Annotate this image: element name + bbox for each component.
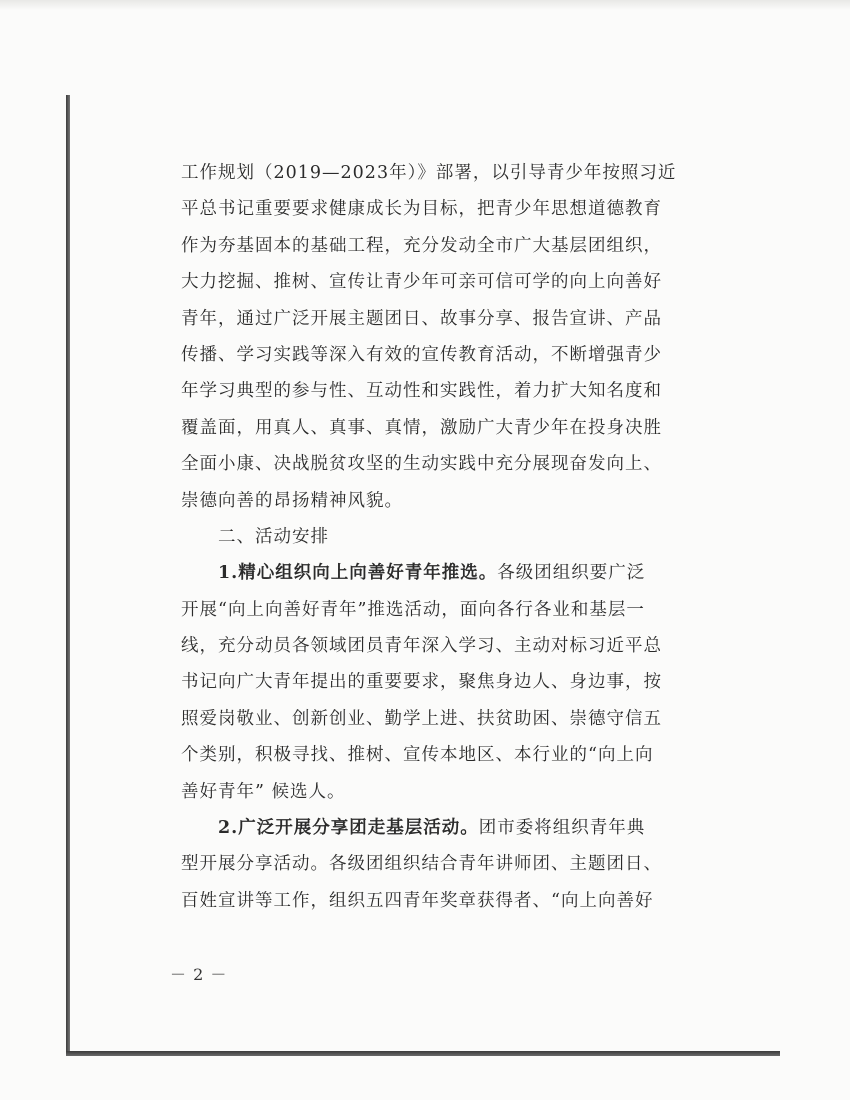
item-1-line: 个类别，积极寻找、推树、宣传本地区、本行业的“向上向 [181, 745, 654, 766]
page-number: － 2 － [170, 965, 228, 984]
item-1-first-line [181, 555, 701, 591]
body-line: 大力挖掘、推树、宣传让青少年可亲可信可学的向上向善好 [181, 272, 662, 293]
body-line: 作为夯基固本的基础工程，充分发动全市广大基层团组织， [181, 235, 662, 256]
scan-left-edge [66, 95, 70, 1055]
body-line: 崇德向善的昂扬精神风貌。 [181, 490, 403, 511]
scan-bottom-edge [66, 1051, 780, 1056]
item-1-title: 1.精心组织向上向善好青年推选。 [218, 563, 498, 584]
item-1-first-line-text: 各级团组织要广泛 [497, 563, 646, 584]
item-2-first-line [181, 810, 701, 846]
body-line: 青年，通过广泛开展主题团日、故事分享、报告宣讲、产品 [181, 308, 662, 329]
item-2-title: 2.广泛开展分享团走基层活动。 [218, 818, 479, 839]
body-line: 传播、学习实践等深入有效的宣传教育活动，不断增强青少 [181, 344, 662, 365]
body-line: 覆盖面，用真人、真事、真情，激励广大青少年在投身决胜 [181, 417, 662, 438]
item-1-line: 照爱岗敬业、创新创业、勤学上进、扶贫助困、崇德守信五 [181, 708, 662, 729]
item-2-line: 百姓宣讲等工作，组织五四青年奖章获得者、“向上向善好 [181, 890, 654, 911]
item-1-line: 书记向广大青年提出的重要要求，聚焦身边人、身边事，按 [181, 672, 662, 693]
body-line: 年学习典型的参与性、互动性和实践性，着力扩大知名度和 [181, 381, 662, 402]
body-line: 平总书记重要要求健康成长为目标，把青少年思想道德教育 [181, 199, 662, 220]
section-heading: 二、活动安排 [218, 526, 329, 547]
item-1-line: 善好青年” 候选人。 [181, 781, 346, 802]
document-body [181, 155, 701, 919]
body-line: 工作规划（2019—2023年）》部署，以引导青少年按照习近 [181, 163, 677, 183]
item-2-line: 型开展分享活动。各级团组织结合青年讲师团、主题团日、 [181, 854, 662, 875]
item-1-line: 开展“向上向善好青年”推选活动，面向各行各业和基层一 [181, 599, 645, 620]
item-1-line: 线，充分动员各领域团员青年深入学习、主动对标习近平总 [181, 636, 662, 657]
scan-top-shadow [0, 0, 850, 10]
body-line: 全面小康、决战脱贫攻坚的生动实践中充分展现奋发向上、 [181, 454, 662, 475]
item-2-first-line-text: 团市委将组织青年典 [478, 818, 646, 839]
